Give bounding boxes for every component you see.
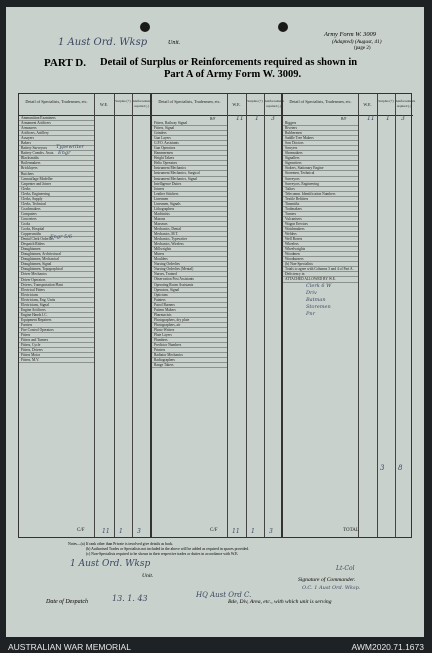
table-row: Bakers — [19, 141, 94, 146]
table-row: Pattern Makers — [152, 308, 227, 313]
table-row: Electricians — [19, 293, 94, 298]
table-row: Computers — [19, 212, 94, 217]
table-row: Watchmakers — [283, 227, 358, 232]
table-row: Surveyors — [283, 177, 358, 182]
table-row: Fitters — [19, 333, 94, 338]
table-row: Signwriters — [283, 161, 358, 166]
bf3-we: 11 — [367, 115, 375, 122]
oc-hw: O.C. 1 Aust Ord. Wksp. — [302, 585, 361, 591]
table-row: Miners — [152, 252, 227, 257]
signature-hw: Lt-Col — [336, 565, 355, 572]
table-row: Signallers — [283, 156, 358, 161]
table-row: Printers — [152, 348, 227, 353]
table-row: Linesmen, Signals — [152, 202, 227, 207]
table-row: Welders — [283, 232, 358, 237]
table-row: Sawyers — [283, 146, 358, 151]
table-row: Coppersmiths — [19, 232, 94, 237]
table-row: Camouflage Modeller — [19, 177, 94, 182]
table-row: Concreters — [19, 217, 94, 222]
table-row: Despatch Riders — [19, 242, 94, 247]
table-row: Totals to agree with Columns 3 and 4 of Part A. — [283, 267, 358, 272]
form-ref: Army Form W. 3009 — [324, 31, 376, 38]
table-row: Machinists — [152, 212, 227, 217]
table-row: Intelligence Duties — [152, 182, 227, 187]
bde-label: Bde, Div, Area, etc., with which unit is serving — [228, 599, 332, 605]
table-row: Patrol Burners — [152, 303, 227, 308]
table-row: Farriers — [19, 323, 94, 328]
hw-clerks-eng: Engr — [58, 150, 71, 156]
table-row: Clerks — [19, 187, 94, 192]
table-row: Fitters, Drivers — [19, 348, 94, 353]
bf-label-2: B/F — [210, 117, 216, 121]
punch-hole-right — [278, 22, 288, 32]
table-row: Rubbermen — [283, 131, 358, 136]
table-row: Saddle Tree Makers — [283, 136, 358, 141]
table-row: Drivers, Transportation Plant — [19, 283, 94, 288]
bf2-reinf: 3 — [271, 115, 275, 122]
table-row: Riveters — [283, 126, 358, 131]
table-row: Clerks, Technical — [19, 202, 94, 207]
cf1-we: 11 — [102, 528, 110, 535]
cf1-surplus: 1 — [119, 528, 123, 535]
footer-unit-label: Unit. — [142, 573, 154, 579]
table-row: Mechanics, Typewriter — [152, 237, 227, 242]
table-row: Fitters and Turners — [19, 338, 94, 343]
col-reinf-head-3: Reinforcements required (-) — [395, 94, 413, 116]
table-row: Assayers — [19, 136, 94, 141]
table-row: Mechanics, M.T. — [152, 232, 227, 237]
table-row: Wheelwrights — [283, 247, 358, 252]
table-row: Moulders — [152, 257, 227, 262]
title-line-2: Part A of Army Form W. 3009. — [164, 69, 302, 80]
caption-right: AWM2020.71.1673 — [351, 642, 424, 652]
table-row: Shoemakers — [283, 151, 358, 156]
bf2-surplus: 1 — [255, 115, 259, 122]
table-row: Coachmakers — [19, 207, 94, 212]
table-row: Carpenter and Joiner — [19, 182, 94, 187]
col-reinf-head-2: Reinforcements required (-) — [264, 94, 283, 116]
table-row: Nursing Orderlies — [152, 262, 227, 267]
total-label: TOTAL — [343, 528, 359, 533]
hw-note-4: Storemen — [306, 304, 331, 310]
table-row: Masons — [152, 217, 227, 222]
table-row: Leather Stitchers — [152, 192, 227, 197]
table-section-3 — [282, 93, 416, 538]
table-row: Linesmen — [152, 197, 227, 202]
table-row: Range Takers — [152, 363, 227, 368]
table-row: Photographers, air — [152, 323, 227, 328]
table-row: Engine Hands I.C. — [19, 313, 94, 318]
hw-note-2: Driv — [306, 290, 317, 296]
table-row: Toolmakers — [283, 207, 358, 212]
col-detail-head-3: Detail of Specialists, Tradesmen, etc. — [283, 94, 358, 116]
hw-note-5: Pnr — [306, 311, 315, 317]
table-row: Millwrights — [152, 247, 227, 252]
table-row: G.P.O. Assistants — [152, 141, 227, 146]
table-row: Clerks, Supply — [19, 197, 94, 202]
table-row: Draughtsmen, Signal — [19, 262, 94, 267]
table-row: Nurses, Trained — [152, 272, 227, 277]
table-section-1 — [18, 93, 151, 538]
footer-unit-hw: 1 Aust Ord. Wksp — [70, 559, 151, 569]
table-row: Deficiency in — [283, 272, 358, 277]
table-row: Electricians, Signal — [19, 303, 94, 308]
table-row: Plate Layers — [152, 333, 227, 338]
table-row: Joiners — [152, 187, 227, 192]
cf2-we: 11 — [232, 528, 240, 535]
table-row: Predictor Numbers — [152, 343, 227, 348]
table-section-2 — [151, 93, 285, 538]
form-page — [6, 7, 424, 637]
table-row: Electricians, Eng. Units — [19, 298, 94, 303]
table-row: Ammunition Examiners — [19, 116, 94, 121]
unit-label: Unit. — [168, 40, 181, 46]
part-label: PART D. — [44, 57, 86, 69]
table-row: Cooks — [19, 222, 94, 227]
cf1-reinf: 3 — [137, 528, 141, 535]
table-row: Clerks, Engineering — [19, 192, 94, 197]
table-row: ATTACHED ALLOWED BY W.E. — [283, 277, 358, 282]
table-row: Wagon Erectors — [283, 222, 358, 227]
table-row: Fitters Motor — [19, 353, 94, 358]
table-row: Bricklayers — [19, 166, 94, 171]
table-row: Wheelers — [283, 242, 358, 247]
table-row: Storemen, Technical — [283, 171, 358, 176]
bf-label-3: B/F — [341, 117, 347, 121]
col-surplus-head-2: Surplus (+) — [246, 94, 264, 116]
table-row: Engine Artificers — [19, 308, 94, 313]
table-row: (b) Non-Specialists — [283, 262, 358, 267]
signature-label: Signature of Commander. — [298, 577, 356, 583]
col2-list — [152, 121, 227, 368]
title-line-1: Detail of Surplus or Reinforcements required as shown in — [100, 57, 358, 68]
col-surplus-head: Surplus (+) — [114, 94, 132, 116]
col-we-head: W.E. — [94, 94, 114, 116]
table-row: Battery Comdrs. Assts. — [19, 151, 94, 156]
table-row: Gun Layers — [152, 136, 227, 141]
table-row: Tinsmiths — [283, 202, 358, 207]
archive-caption — [0, 642, 432, 653]
cf-label-1: C/F — [77, 528, 85, 533]
table-row: Telecomm. Identification Numbers — [283, 192, 358, 197]
hw-note-1: Clerk 6 W — [306, 283, 332, 289]
table-row: Boilermakers — [19, 161, 94, 166]
table-row: Pharmacists — [152, 313, 227, 318]
table-row: Butchers — [19, 172, 94, 177]
date-label: Date of Despatch — [46, 599, 88, 605]
table-row: Mechanics, Wireless — [152, 242, 227, 247]
table-row: Saw Doctors — [283, 141, 358, 146]
table-row: Helio Operators — [152, 161, 227, 166]
table-row: Draughtsmen, Architectural — [19, 252, 94, 257]
table-row: Textile Refitters — [283, 197, 358, 202]
table-row: Plumbers — [152, 338, 227, 343]
col-we-head-2: W.E. — [227, 94, 246, 116]
col-surplus-head-3: Surplus (+) — [377, 94, 395, 116]
form-page-no: (page 2) — [354, 46, 371, 51]
cf2-surplus: 1 — [251, 528, 255, 535]
handwritten-unit: 1 Aust Ord. Wksp — [58, 37, 148, 48]
col-detail-head: Detail of Specialists, Tradesmen, etc. — [19, 94, 94, 116]
table-row: Blacksmiths — [19, 156, 94, 161]
table-row: Battery Surveyors — [19, 146, 94, 151]
table-row: Fitters, Cycle — [19, 343, 94, 348]
table-row: Tailors — [283, 187, 358, 192]
table-row: Instrument Mechanics, Surgical — [152, 171, 227, 176]
table-row: Opticians — [152, 293, 227, 298]
note-2: (b) Authorised Trades or Specialists not included in the above will be added as required in spaces provided. — [86, 547, 250, 551]
table-row: Instrument Mechanics — [152, 166, 227, 171]
table-row: Driver Mechanics — [19, 272, 94, 277]
table-row: Dental Clerk Orderlies — [19, 237, 94, 242]
hw-draughtsmen: Engr 5/6 — [50, 234, 73, 240]
total-reinf: 8 — [398, 464, 403, 472]
table-row: Grinders — [152, 131, 227, 136]
table-row: Gun Operators — [152, 146, 227, 151]
table-row: Armament Artificers — [19, 121, 94, 126]
hw-note-3: Batman — [306, 297, 326, 303]
bf2-we: 11 — [236, 115, 244, 122]
punch-hole-left — [140, 22, 150, 32]
table-row: Driver Operators — [19, 278, 94, 283]
col-we-head-3: W.E. — [358, 94, 377, 116]
table-row: Operators, Signal — [152, 288, 227, 293]
table-row: Hammermen — [152, 151, 227, 156]
table-row: Stokers, Stationary Engine — [283, 166, 358, 171]
table-row: Draughtsmen — [19, 247, 94, 252]
table-row: Riggers — [283, 121, 358, 126]
total-surplus: 3 — [380, 464, 385, 472]
table-row: Surveyors, Engineering — [283, 182, 358, 187]
table-row: Radiographers — [152, 358, 227, 363]
col-reinf-head: Reinforcements required (-) — [132, 94, 151, 116]
table-row: Instrument Mechanics, Signal — [152, 177, 227, 182]
table-row: Lithographers — [152, 207, 227, 212]
table-row: Draughtsmen, Topographical — [19, 267, 94, 272]
table-row: Woodturners — [283, 257, 358, 262]
table-row: Artificers, Artillery — [19, 131, 94, 136]
col3-list — [283, 121, 358, 283]
hw-clerks: Typewriter — [56, 144, 84, 150]
table-row: Radiator Mechanics — [152, 353, 227, 358]
table-row: Photographers, dry plate — [152, 318, 227, 323]
table-row: Height Takers — [152, 156, 227, 161]
bf3-surplus: 1 — [386, 115, 390, 122]
table-row: Fire Control Operators — [19, 328, 94, 333]
table-row: Observation Post Assistants — [152, 277, 227, 282]
table-row: Photo-Writers — [152, 328, 227, 333]
table-row: Woodmen — [283, 252, 358, 257]
date-hw: 13. 1. 43 — [112, 594, 148, 603]
bde-hw: HQ Aust Ord C. — [196, 591, 252, 599]
table-row: Fitters, Signal — [152, 126, 227, 131]
table-row: Draughtsmen, Mechanical — [19, 257, 94, 262]
table-row: Cooks, Hospital — [19, 227, 94, 232]
bf3-reinf: 3 — [401, 115, 405, 122]
table-row: Electrical Fitters — [19, 288, 94, 293]
cf2-reinf: 3 — [269, 528, 273, 535]
table-row: Equipment Repairers — [19, 318, 94, 323]
table-row: Mechanics, Dental — [152, 227, 227, 232]
table-row: Turners — [283, 212, 358, 217]
note-1: Notes—(a) If rank other than Private is involved give details as back. — [68, 542, 174, 546]
cf-label-2: C/F — [210, 528, 218, 533]
table-row: Operating Room Assistants — [152, 283, 227, 288]
table-row: Masseurs — [152, 222, 227, 227]
caption-left: AUSTRALIAN WAR MEMORIAL — [8, 642, 131, 652]
form-sub: (Adapted) (August, 41) — [332, 39, 382, 45]
table-row: Vulcanisers — [283, 217, 358, 222]
col-detail-head-2: Detail of Specialists, Tradesmen, etc. — [152, 94, 227, 116]
table-row: Well Borers — [283, 237, 358, 242]
table-row: Fitters, Railway Signal — [152, 121, 227, 126]
table-row: Armourers — [19, 126, 94, 131]
note-3: (c) Non-Specialists required to be shown in their respective trades or duties in accordance with W.E. — [86, 552, 239, 556]
table-row: Painters — [152, 298, 227, 303]
table-row: Nursing Orderlies (Mental) — [152, 267, 227, 272]
table-row: Fitters, M.V. — [19, 358, 94, 363]
